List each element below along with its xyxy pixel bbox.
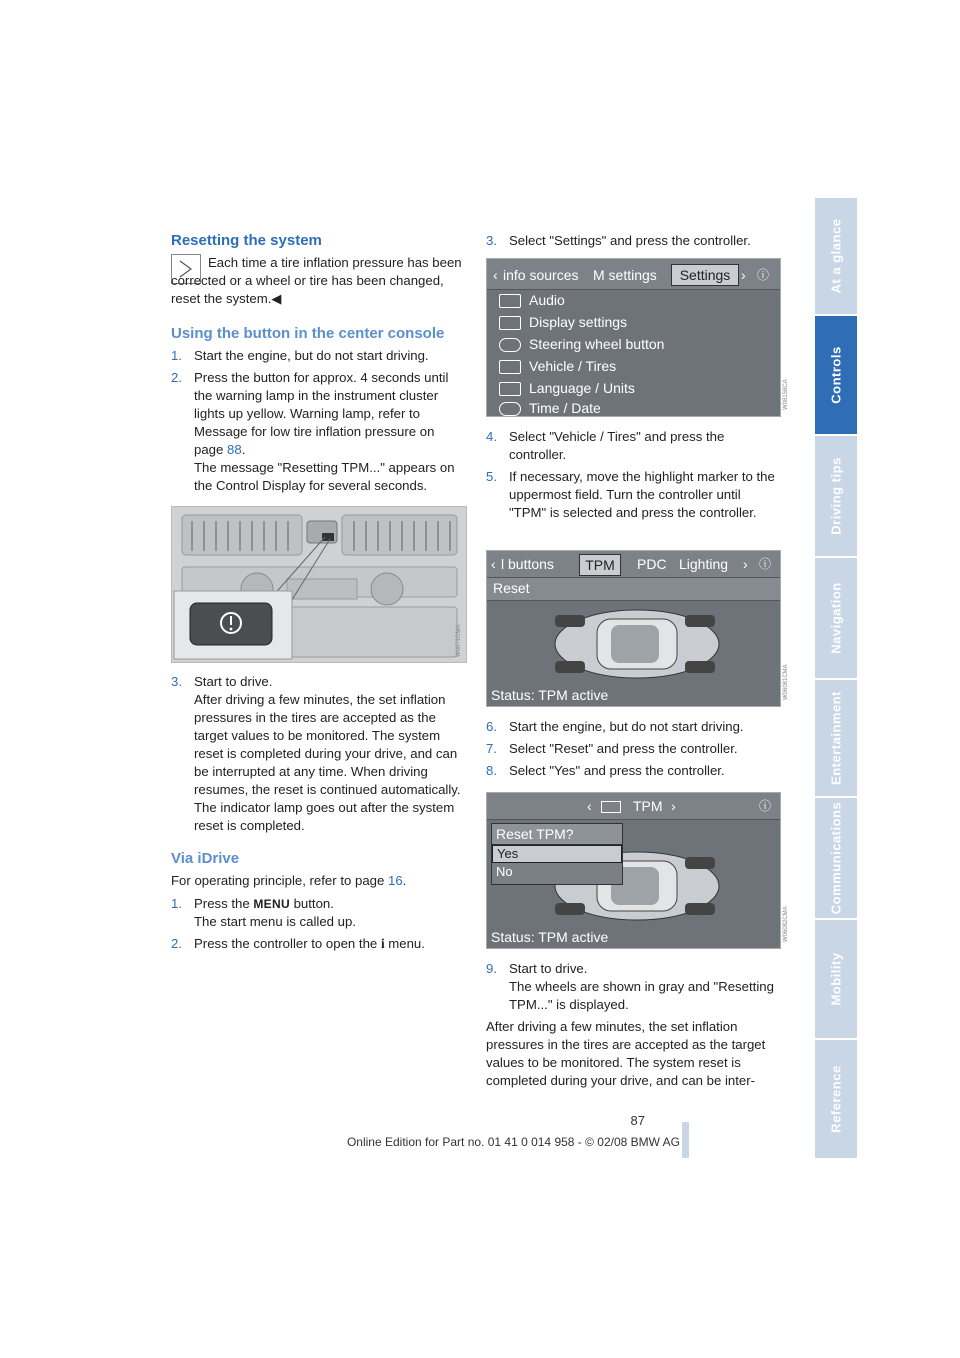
option-yes[interactable]: Yes xyxy=(492,845,622,863)
steps-right-d xyxy=(486,960,780,1014)
menu-item[interactable]: Vehicle / Tires xyxy=(487,356,780,377)
tab-m-settings[interactable]: M settings xyxy=(593,267,657,283)
menu-key: MENU xyxy=(253,897,290,911)
steps-right-b xyxy=(486,428,780,522)
tpm-status: Status: TPM active xyxy=(491,929,609,945)
image-code: W0071CMA xyxy=(456,624,462,657)
step-item: 2. Press the button for approx. 4 seconds until the warning lamp in the instrument cluster lights up yellow. Warning lamp, refer to Message for low tire inflation pressure on page 88. The message "Resetting TPM..." appears on the Control Display for several seconds. xyxy=(171,370,455,493)
settings-menu xyxy=(487,290,780,416)
steps-center-console xyxy=(171,347,465,495)
option-no[interactable]: No xyxy=(496,864,513,879)
screen-title: TPM xyxy=(633,798,663,814)
tab-controls[interactable]: Controls xyxy=(815,316,857,436)
info-icon: ⓘ xyxy=(757,268,770,282)
closing-paragraph: After driving a few minutes, the set inflation pressures in the tires are accepted as the target values to be monitored. The system reset is completed during your drive, and can be inter- xyxy=(486,1019,766,1088)
language-icon xyxy=(499,382,521,396)
menu-item[interactable]: Audio xyxy=(487,290,780,311)
step-item: 7. Select "Reset" and press the controller. xyxy=(486,741,738,756)
tab-reference[interactable]: Reference xyxy=(815,1040,857,1160)
tab-tpm[interactable]: TPM xyxy=(579,554,621,576)
center-console-photo xyxy=(171,506,467,663)
steps-right-c xyxy=(486,718,780,780)
image-code: W06082CMA xyxy=(783,906,789,942)
step-item: 3. Select "Settings" and press the controller. xyxy=(486,233,751,248)
tab-pdc[interactable]: PDC xyxy=(637,556,667,572)
menu-item[interactable]: Language / Units xyxy=(487,378,780,399)
tab-info-sources[interactable]: info sources xyxy=(503,267,579,283)
car-icon xyxy=(499,360,521,374)
tab-lighting[interactable]: Lighting xyxy=(679,556,729,572)
reset-popup xyxy=(491,823,623,885)
info-icon: ⓘ xyxy=(759,799,772,813)
chevron-left-icon: ‹ xyxy=(491,556,496,572)
chevron-right-icon: › xyxy=(741,267,746,283)
idrive-intro: For operating principle, refer to page 16. xyxy=(171,873,407,888)
display-icon xyxy=(499,316,521,330)
idrive-settings-screen xyxy=(486,258,781,417)
idrive-reset-screen xyxy=(486,792,781,949)
tab-buttons[interactable]: l buttons xyxy=(501,556,554,572)
steps-idrive xyxy=(171,895,465,953)
reset-field[interactable]: Reset xyxy=(487,578,780,601)
clock-icon xyxy=(499,402,521,416)
tab-entertainment[interactable]: Entertainment xyxy=(815,680,857,798)
chapter-tabs xyxy=(815,198,857,1160)
idrive-tpm-screen xyxy=(486,550,781,707)
page-link[interactable]: 16 xyxy=(387,873,403,888)
tab-navigation[interactable]: Navigation xyxy=(815,558,857,680)
chevron-right-icon: › xyxy=(743,556,748,572)
step-item: 9. Start to drive. The wheels are shown in gray and "Resetting TPM..." is displayed. xyxy=(486,961,774,1012)
note-text: Each time a tire inflation pressure has been corrected or a wheel or tire has been changed, reset the system.◀ xyxy=(171,255,462,306)
step-item: 4. Select "Vehicle / Tires" and press the controller. xyxy=(486,429,725,462)
step-item: 1. Press the MENU button. The start menu is called up. xyxy=(171,896,356,929)
steering-wheel-icon xyxy=(499,338,521,352)
tab-mobility[interactable]: Mobility xyxy=(815,920,857,1040)
step-item: 8. Select "Yes" and press the controller. xyxy=(486,763,725,778)
tab-settings[interactable]: Settings xyxy=(671,264,739,286)
tab-communications[interactable]: Communications xyxy=(815,798,857,920)
step-item: 2. Press the controller to open the i menu. xyxy=(171,936,425,951)
tpm-status: Status: TPM active xyxy=(491,687,609,703)
page-number: 87 xyxy=(630,1113,645,1128)
edition-line: Online Edition for Part no. 01 41 0 014 958 - © 02/08 BMW AG xyxy=(346,1135,680,1149)
chevron-left-icon: ‹ xyxy=(587,798,592,814)
info-icon: ⓘ xyxy=(759,557,772,571)
menu-item[interactable]: Steering wheel button xyxy=(487,334,780,355)
chevron-right-icon: › xyxy=(671,798,676,814)
image-code: W08158CA xyxy=(783,379,789,410)
chevron-left-icon: ‹ xyxy=(493,267,498,283)
step-item: 6. Start the engine, but do not start driving. xyxy=(486,719,744,734)
tab-at-a-glance[interactable]: At a glance xyxy=(815,198,857,316)
section-title: Resetting the system xyxy=(171,232,322,249)
car-icon xyxy=(601,801,621,813)
menu-item[interactable]: Time / Date xyxy=(487,400,780,416)
step-item: 3. Start to drive. After driving a few minutes, the set inflation pressures in the tires are accepted as the target values to be monitored. The system reset is completed during your drive, and can be interrupted at any time. When driving resumes, the reset is continued automatically. The indicator lamp goes out after the system reset is completed. xyxy=(171,674,461,833)
tab-driving-tips[interactable]: Driving tips xyxy=(815,436,857,558)
car-top-view-image xyxy=(547,603,727,685)
steps-center-console-cont xyxy=(171,673,465,835)
popup-title: Reset TPM? xyxy=(492,824,622,845)
steps-right-a xyxy=(486,232,780,250)
footer-bar xyxy=(682,1122,689,1158)
info-icon: i xyxy=(380,936,385,951)
subsection-center-console: Using the button in the center console xyxy=(171,325,445,342)
image-code: W06081CMA xyxy=(783,664,789,700)
page-link[interactable]: 88 xyxy=(227,442,242,457)
audio-icon xyxy=(499,294,521,308)
menu-item[interactable]: Display settings xyxy=(487,312,780,333)
subsection-idrive: Via iDrive xyxy=(171,850,240,867)
step-item: 5. If necessary, move the highlight marker to the uppermost field. Turn the controller until "TPM" is selected and press the controller. xyxy=(486,469,775,520)
step-item: 1. Start the engine, but do not start driving. xyxy=(171,348,429,363)
